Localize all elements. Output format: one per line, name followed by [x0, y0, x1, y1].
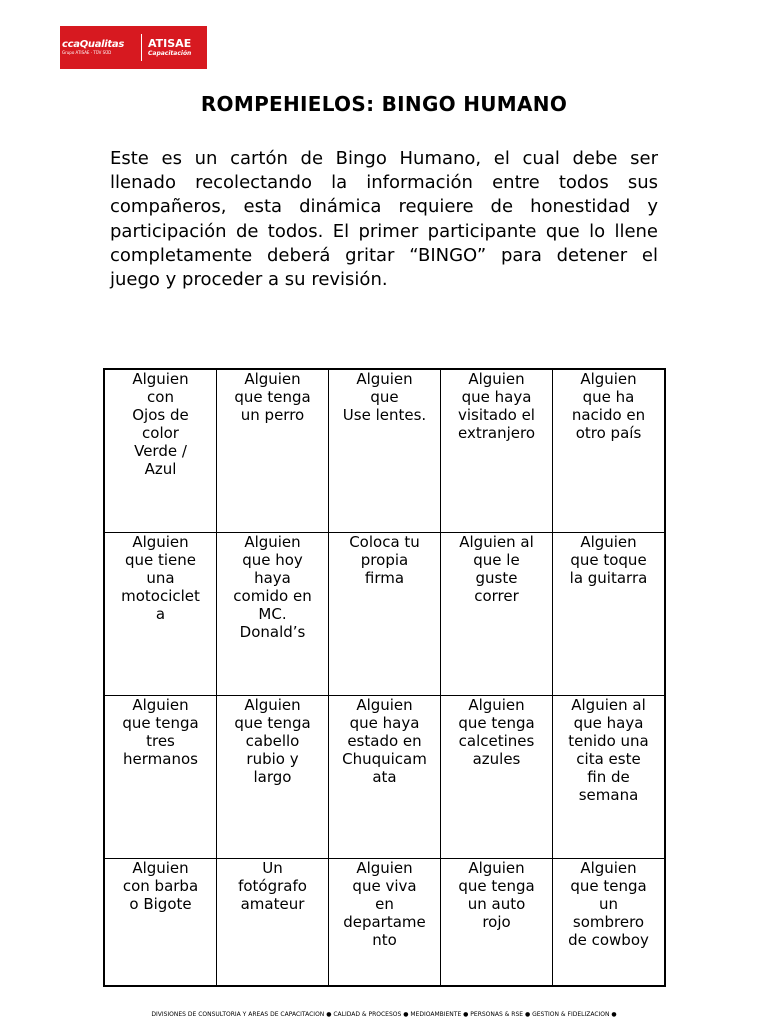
bingo-cell-text: Alguien que hoy haya comido en MC. Donald’s — [233, 533, 312, 641]
logo-tagline: Capacitación — [148, 50, 192, 57]
bingo-cell — [441, 859, 553, 987]
bingo-cell — [441, 369, 553, 533]
bingo-cell-text: Alguien que tenga cabello rubio y largo — [234, 696, 311, 786]
bingo-cell-text: Un fotógrafo amateur — [238, 859, 307, 913]
bingo-cell-text: Coloca tu propia firma — [349, 533, 420, 587]
bingo-cell-text: Alguien con Ojos de color Verde / Azul — [132, 370, 189, 478]
bingo-cell — [441, 696, 553, 859]
logo-brand-block — [60, 26, 139, 69]
bingo-cell — [104, 859, 217, 987]
bingo-cell-text: Alguien que ha nacido en otro país — [571, 370, 646, 442]
bingo-cell — [104, 369, 217, 533]
bingo-cell — [217, 369, 329, 533]
intro-paragraph: Este es un cartón de Bingo Humano, el cual debe ser llenado recolectando la información entre todos sus compañeros, esta dinámica requiere de honestidad y participación de todos. El primer participante que lo llene completamente deberá gritar “BINGO” para detener el juego y proceder a su revisión. — [110, 148, 658, 291]
bingo-cell-text: Alguien que tenga un sombrero de cowboy — [568, 859, 649, 949]
bingo-cell-text: Alguien que viva en departame nto — [343, 859, 426, 949]
bingo-cell-text: Alguien que haya estado en Chuquicam ata — [342, 696, 427, 786]
bingo-cell-text: Alguien que tiene una motociclet a — [121, 533, 200, 623]
page-title: ROMPEHIELOS: BINGO HUMANO — [200, 92, 568, 116]
bingo-cell — [217, 859, 329, 987]
bingo-cell-text: Alguien que tenga un auto rojo — [458, 859, 535, 931]
company-logo — [60, 26, 207, 69]
footer-text: DIVISIONES DE CONSULTORIA Y AREAS DE CAPACITACION ● CALIDAD & PROCESOS ● MEDIOAMBIENTE ● PERSONAS & RSE ● GESTION & FIDELIZACION ● — [151, 1011, 617, 1018]
bingo-cell — [329, 533, 441, 696]
bingo-cell-text: Alguien al que haya tenido una cita este fin de semana — [568, 696, 649, 804]
bingo-cell-text: Alguien que tenga un perro — [234, 370, 311, 424]
bingo-cell — [329, 696, 441, 859]
bingo-row — [104, 369, 665, 533]
bingo-cell — [441, 533, 553, 696]
logo-brand-text: ccaQualitas — [62, 39, 125, 50]
bingo-cell — [329, 369, 441, 533]
logo-name-text: ATISAE — [148, 37, 192, 50]
logo-brand-subtext: Grupo ATISAE · TÜV SÜD — [62, 50, 112, 55]
logo-name-block — [144, 26, 207, 69]
bingo-cell-text: Alguien con barba o Bigote — [122, 859, 199, 913]
bingo-cell — [553, 859, 666, 987]
bingo-cell — [104, 696, 217, 859]
bingo-cell-text: Alguien que tenga calcetines azules — [458, 696, 535, 768]
bingo-cell — [553, 696, 666, 859]
bingo-card — [103, 368, 666, 987]
bingo-cell-text: Alguien que tenga tres hermanos — [122, 696, 199, 768]
bingo-row — [104, 859, 665, 987]
bingo-card-body — [104, 369, 665, 986]
bingo-cell — [553, 533, 666, 696]
bingo-row — [104, 696, 665, 859]
bingo-cell-text: Alguien al que le guste correr — [459, 533, 534, 605]
bingo-cell-text: Alguien que Use lentes. — [342, 370, 427, 424]
bingo-cell-text: Alguien que haya visitado el extranjero — [458, 370, 535, 442]
logo-divider — [141, 34, 142, 61]
bingo-cell — [217, 533, 329, 696]
bingo-cell — [553, 369, 666, 533]
bingo-cell — [329, 859, 441, 987]
bingo-cell-text: Alguien que toque la guitarra — [569, 533, 648, 587]
bingo-cell — [217, 696, 329, 859]
bingo-cell — [104, 533, 217, 696]
bingo-row — [104, 533, 665, 696]
